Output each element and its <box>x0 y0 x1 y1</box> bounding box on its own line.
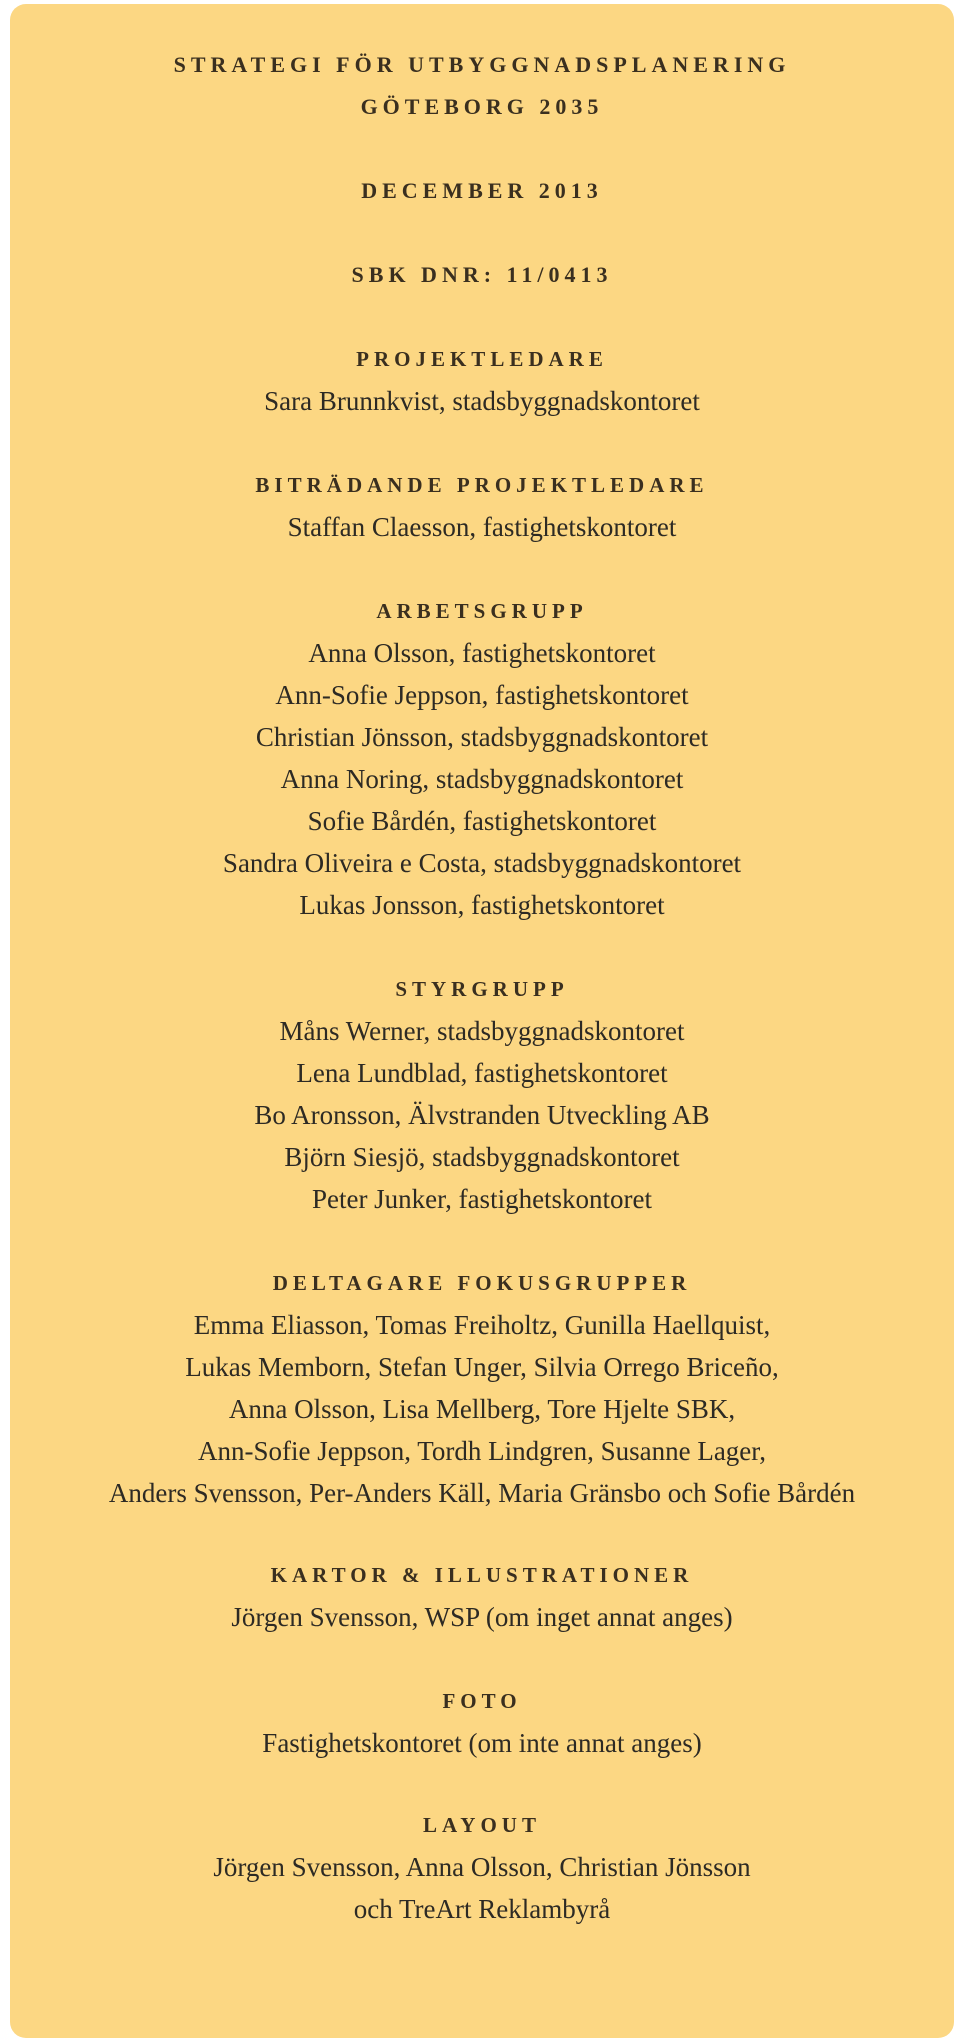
credit-line: Sandra Oliveira e Costa, stadsbyggnadskontoret <box>222 848 742 878</box>
credit-line: Ann-Sofie Jeppson, Tordh Lindgren, Susanne Lager, <box>198 1436 766 1466</box>
credit-line: Anna Olsson, fastighetskontoret <box>308 638 656 668</box>
section-bitradande-projektledare <box>10 464 954 548</box>
title-line-1: STRATEGI FÖR UTBYGGNADSPLANERING <box>173 52 791 77</box>
section-arbetsgrupp <box>10 590 954 926</box>
section-heading: KARTOR & ILLUSTRATIONER <box>270 1563 694 1587</box>
credit-line: Peter Junker, fastighetskontoret <box>311 1184 653 1214</box>
credit-line: Anna Noring, stadsbyggnadskontoret <box>280 764 684 794</box>
credit-line: Anders Svensson, Per-Anders Käll, Maria Gränsbo och Sofie Bårdén <box>108 1478 856 1508</box>
credit-line: Emma Eliasson, Tomas Freiholtz, Gunilla Haellquist, <box>193 1310 771 1340</box>
section-foto <box>10 1680 954 1764</box>
title-line-2: GÖTEBORG 2035 <box>360 94 604 119</box>
credit-line: och TreArt Reklambyrå <box>353 1894 611 1924</box>
credit-line: Jörgen Svensson, Anna Olsson, Christian Jönsson <box>213 1852 751 1882</box>
credit-line: Fastighetskontoret (om inte annat anges) <box>262 1728 702 1758</box>
credit-line: Anna Olsson, Lisa Mellberg, Tore Hjelte SBK, <box>228 1394 736 1424</box>
section-heading: STYRGRUPP <box>395 977 569 1001</box>
credits-card <box>10 4 954 2038</box>
document-dnr <box>10 254 954 296</box>
section-heading: LAYOUT <box>423 1813 541 1837</box>
document-date <box>10 170 954 212</box>
section-styrgrupp <box>10 968 954 1220</box>
credit-line: Lukas Memborn, Stefan Unger, Silvia Orrego Briceño, <box>185 1352 779 1382</box>
dnr-text: SBK DNR: 11/0413 <box>351 262 613 287</box>
document-title <box>10 44 954 128</box>
section-deltagare-fokusgrupper <box>10 1262 954 1514</box>
date-text: DECEMBER 2013 <box>361 178 603 203</box>
credit-line: Björn Siesjö, stadsbyggnadskontoret <box>284 1142 680 1172</box>
section-layout <box>10 1804 954 1930</box>
credit-line: Staffan Claesson, fastighetskontoret <box>287 512 677 542</box>
section-projektledare <box>10 338 954 422</box>
credit-line: Måns Werner, stadsbyggnadskontoret <box>279 1016 685 1046</box>
credit-line: Bo Aronsson, Älvstranden Utveckling AB <box>254 1100 710 1130</box>
credit-line: Jörgen Svensson, WSP (om inget annat anges) <box>231 1602 733 1632</box>
credit-line: Ann-Sofie Jeppson, fastighetskontoret <box>275 680 689 710</box>
section-heading: PROJEKTLEDARE <box>356 347 608 371</box>
credit-line: Christian Jönsson, stadsbyggnadskontoret <box>255 722 709 752</box>
section-heading: ARBETSGRUPP <box>376 599 588 623</box>
credit-line: Lukas Jonsson, fastighetskontoret <box>299 890 665 920</box>
credit-line: Sofie Bårdén, fastighetskontoret <box>307 806 657 836</box>
section-heading: DELTAGARE FOKUSGRUPPER <box>272 1271 692 1295</box>
credit-line: Lena Lundblad, fastighetskontoret <box>296 1058 668 1088</box>
section-kartor-illustrationer <box>10 1554 954 1638</box>
section-heading: BITRÄDANDE PROJEKTLEDARE <box>255 473 709 497</box>
section-heading: FOTO <box>442 1689 522 1713</box>
credit-line: Sara Brunnkvist, stadsbyggnadskontoret <box>264 386 700 416</box>
